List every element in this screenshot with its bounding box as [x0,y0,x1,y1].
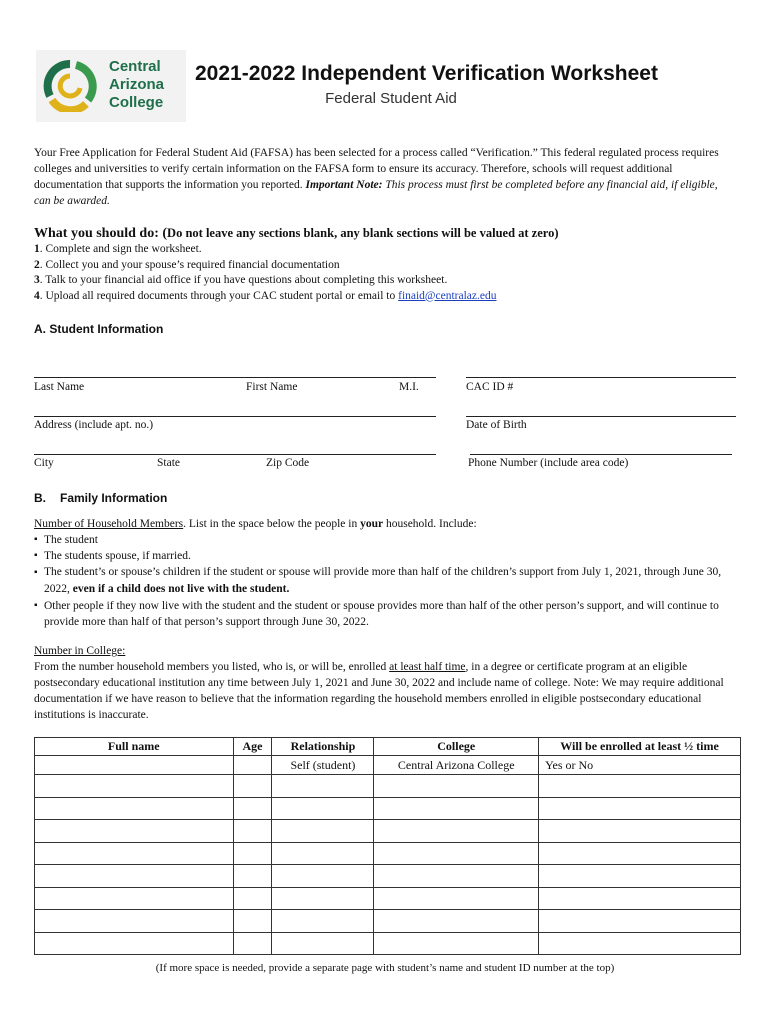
cell-name[interactable] [35,820,234,843]
cell-age[interactable] [233,775,272,798]
cell-enrolled: Yes or No [539,756,741,775]
address-field-line[interactable] [34,416,436,417]
city-label: City [34,457,54,469]
cell-age[interactable] [233,797,272,820]
table-row [35,887,741,910]
col-full-name: Full name [35,738,234,756]
first-name-label: First Name [246,381,298,393]
cell-name[interactable] [35,887,234,910]
college-label: Number in College: [34,645,126,657]
list-item: ▪ The student’s or spouse’s children if the student or spouse will provide more than half of the children’s support from July 1, 2021, through June 30, 2022, even if a child does not live with the student. [34,564,744,598]
col-age: Age [233,738,272,756]
dob-field-line[interactable] [466,416,736,417]
cell-enrolled[interactable] [539,775,741,798]
cell-enrolled[interactable] [539,797,741,820]
cell-college[interactable] [374,797,539,820]
list-item: ▪ The student [34,532,744,548]
cell-age[interactable] [233,820,272,843]
col-enrolled: Will be enrolled at least ½ time [539,738,741,756]
cell-relationship[interactable] [272,842,374,865]
cell-college[interactable] [374,887,539,910]
table-footnote: (If more space is needed, provide a separate page with student’s name and student ID number at the top) [155,962,615,974]
page-subtitle: Federal Student Aid [325,90,457,107]
cell-name[interactable] [35,932,234,955]
intro-paragraph: Your Free Application for Federal Student Aid (FAFSA) has been selected for a process called “Verification.” This federal regulated process requires colleges and universities to verify certain information on the FAFSA form to ensure its accuracy. Therefore, schools will request additional documentation that supports the information you reported. Important Note: This process must first be completed before any financial aid, if eligible, can be awarded. [34,147,719,207]
state-label: State [157,457,180,469]
list-item: 4. Upload all required documents through your CAC student portal or email to finaid@centralaz.edu [34,289,497,302]
col-college: College [374,738,539,756]
cell-enrolled[interactable] [539,887,741,910]
table-row [35,865,741,888]
logo-wordmark: Central Arizona College [109,58,165,111]
table-header-row [35,738,741,756]
cell-age[interactable] [233,756,272,775]
cell-relationship[interactable] [272,820,374,843]
cac-id-label: CAC ID # [466,381,514,393]
last-name-label: Last Name [34,381,85,393]
table-row [35,820,741,843]
cell-relationship: Self (student) [272,756,374,775]
cell-college[interactable] [374,865,539,888]
cell-relationship[interactable] [272,932,374,955]
cell-relationship[interactable] [272,887,374,910]
cell-relationship[interactable] [272,865,374,888]
household-bullets [34,532,744,630]
cell-name[interactable] [35,842,234,865]
list-item: ▪ Other people if they now live with the student and the student or spouse provides more than half of the other person’s support, and will continue to provide more than half of that person’s support through June 30, 2022. [34,598,744,630]
list-item: 1. Complete and sign the worksheet. [34,243,202,255]
cell-age[interactable] [233,910,272,933]
phone-field-line[interactable] [470,454,732,455]
table-row [35,797,741,820]
cell-enrolled[interactable] [539,865,741,888]
todo-list [34,242,734,304]
cell-college[interactable] [374,932,539,955]
name-field-line[interactable] [34,377,436,378]
section-b-heading: B. Family Information [34,491,168,505]
college-logo [36,50,186,122]
household-members-table [34,737,741,955]
cell-name[interactable] [35,756,234,775]
cell-name[interactable] [35,775,234,798]
list-item: 2. Collect you and your spouse’s required financial documentation [34,258,340,271]
cell-age[interactable] [233,865,272,888]
cell-enrolled[interactable] [539,842,741,865]
number-in-college-block [34,643,744,723]
cell-relationship[interactable] [272,775,374,798]
cell-college[interactable] [374,775,539,798]
cell-college: Central Arizona College [374,756,539,775]
todo-heading: What you should do: (Do not leave any sections blank, any blank sections will be valued at zero) [34,226,559,241]
cac-id-field-line[interactable] [466,377,736,378]
cell-name[interactable] [35,797,234,820]
cell-college[interactable] [374,842,539,865]
cell-enrolled[interactable] [539,932,741,955]
cell-age[interactable] [233,842,272,865]
table-row [35,842,741,865]
phone-label: Phone Number (include area code) [468,457,629,469]
page-title: 2021-2022 Independent Verification Worksheet [195,62,658,85]
dob-label: Date of Birth [466,419,527,431]
section-a-heading: A. Student Information [34,322,164,336]
cell-name[interactable] [35,910,234,933]
cell-college[interactable] [374,820,539,843]
city-state-zip-field-line[interactable] [34,454,436,455]
cell-college[interactable] [374,910,539,933]
cell-age[interactable] [233,887,272,910]
zip-label: Zip Code [266,457,310,469]
cell-enrolled[interactable] [539,910,741,933]
cell-enrolled[interactable] [539,820,741,843]
col-relationship: Relationship [272,738,374,756]
college-paragraph: From the number household members you listed, who is, or will be, enrolled at least half time, in a degree or certificate program at an eligible postsecondary educational institution any time between July 1, 2021 and June 30, 2022 and include name of college. Note: We may require additional documentation if we have reason to believe that the information regarding the household members enrolled in eligible postsecondary educational institutions is inaccurate. [34,661,724,721]
table-row [35,775,741,798]
household-members-block [34,516,744,630]
household-intro: Number of Household Members. List in the space below the people in your household. Include: [34,518,477,530]
cell-relationship[interactable] [272,797,374,820]
email-link[interactable]: finaid@centralaz.edu [398,289,497,302]
address-label: Address (include apt. no.) [34,419,154,431]
cell-relationship[interactable] [272,910,374,933]
table-row [35,932,741,955]
table-row [35,910,741,933]
table-row [35,756,741,775]
cell-name[interactable] [35,865,234,888]
mi-label: M.I. [399,381,419,393]
list-item: ▪ The students spouse, if married. [34,548,744,564]
cell-age[interactable] [233,932,272,955]
list-item: 3. Talk to your financial aid office if you have questions about completing this worksheet. [34,274,448,286]
